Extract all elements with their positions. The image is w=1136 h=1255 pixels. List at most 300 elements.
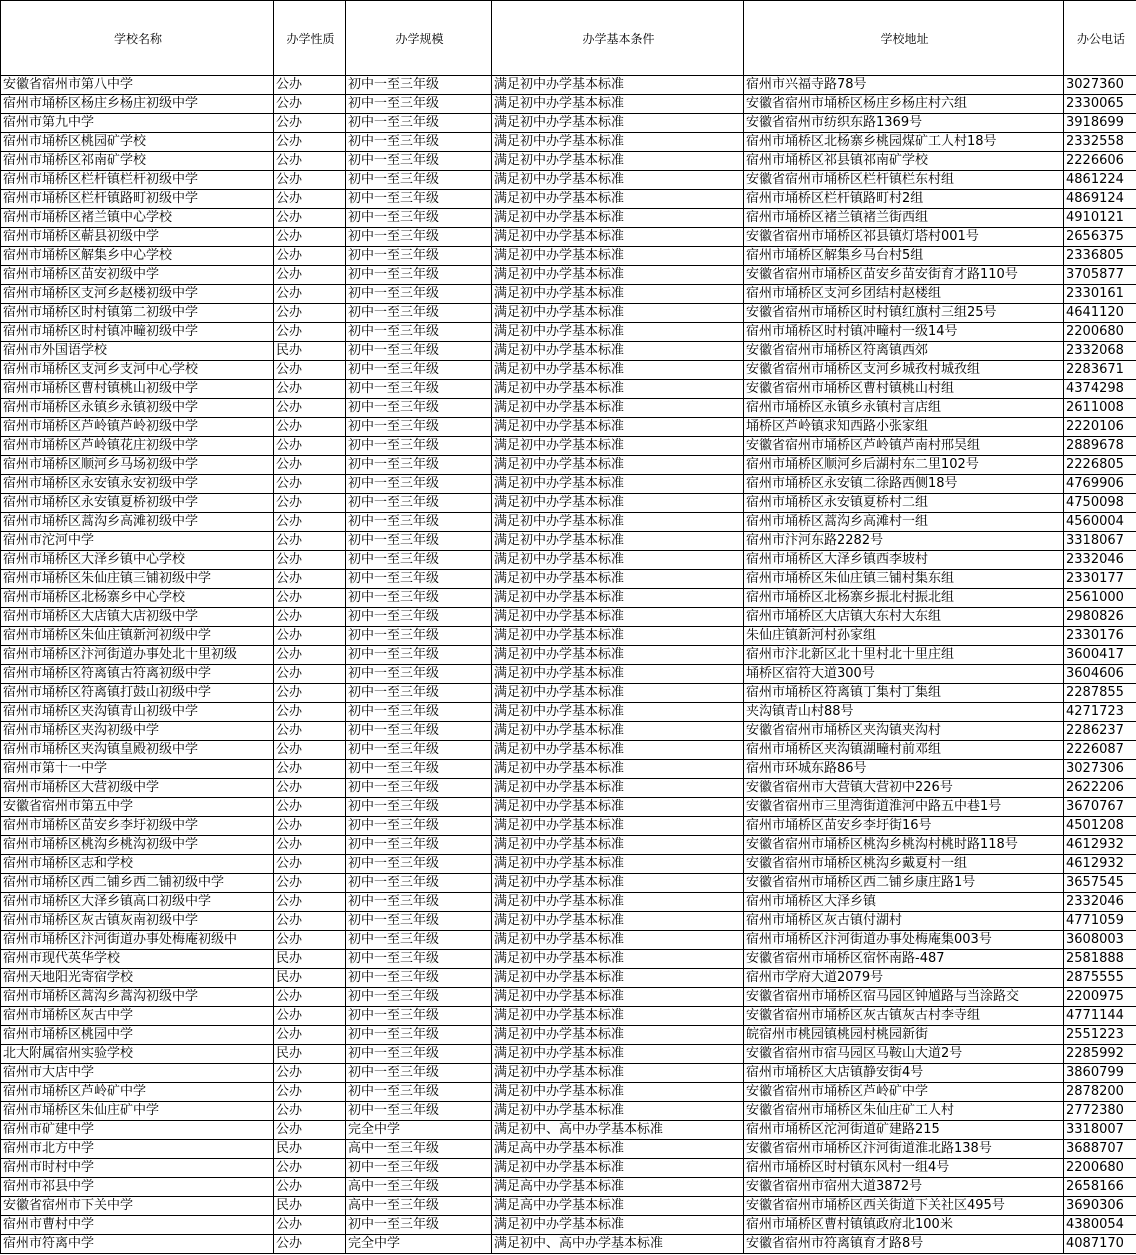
table-row (1, 532, 1136, 551)
school-type-cell: 公办 (274, 456, 346, 475)
address-cell: 安徽省宿州市埇桥区西二铺乡康庄路1号 (744, 874, 1064, 893)
basic-conditions-cell: 满足初中办学基本标准 (492, 988, 744, 1007)
table-row (1, 1121, 1136, 1140)
school-type-cell: 公办 (274, 798, 346, 817)
phone-cell: 2889678 (1064, 437, 1136, 456)
table-row (1, 76, 1136, 95)
school-scale-cell: 初中一至三年级 (346, 152, 492, 171)
basic-conditions-cell: 满足初中办学基本标准 (492, 551, 744, 570)
address-cell: 宿州市埇桥区顺河乡后湖村东二里102号 (744, 456, 1064, 475)
phone-cell: 2980826 (1064, 608, 1136, 627)
school-scale-cell: 初中一至三年级 (346, 627, 492, 646)
basic-conditions-cell: 满足初中办学基本标准 (492, 380, 744, 399)
phone-cell: 2200975 (1064, 988, 1136, 1007)
basic-conditions-cell: 满足初中办学基本标准 (492, 779, 744, 798)
school-type-cell: 公办 (274, 703, 346, 722)
school-name-cell: 宿州市外国语学校 (1, 342, 274, 361)
table-row (1, 646, 1136, 665)
school-scale-cell: 初中一至三年级 (346, 494, 492, 513)
school-scale-cell: 初中一至三年级 (346, 380, 492, 399)
basic-conditions-cell: 满足初中办学基本标准 (492, 247, 744, 266)
school-scale-cell: 初中一至三年级 (346, 1045, 492, 1064)
phone-cell: 2226606 (1064, 152, 1136, 171)
school-type-cell: 公办 (274, 931, 346, 950)
school-name-cell: 宿州市埇桥区汴河街道办事处梅庵初级中 (1, 931, 274, 950)
phone-cell: 4641120 (1064, 304, 1136, 323)
phone-cell: 2226087 (1064, 741, 1136, 760)
table-row (1, 798, 1136, 817)
school-name-cell: 宿州市埇桥区桃沟乡桃沟初级中学 (1, 836, 274, 855)
school-name-cell: 安徽省宿州市第五中学 (1, 798, 274, 817)
phone-cell: 2220106 (1064, 418, 1136, 437)
basic-conditions-cell: 满足初中办学基本标准 (492, 760, 744, 779)
phone-cell: 4612932 (1064, 836, 1136, 855)
address-cell: 宿州市汴北新区北十里村北十里庄组 (744, 646, 1064, 665)
phone-cell: 2286237 (1064, 722, 1136, 741)
address-cell: 安徽省宿州市埇桥区栏杆镇栏东村组 (744, 171, 1064, 190)
basic-conditions-cell: 满足初中办学基本标准 (492, 399, 744, 418)
basic-conditions-cell: 满足初中办学基本标准 (492, 133, 744, 152)
address-cell: 安徽省宿州市三里湾街道淮河中路五中巷1号 (744, 798, 1064, 817)
school-type-cell: 公办 (274, 741, 346, 760)
table-row (1, 570, 1136, 589)
phone-cell: 2200680 (1064, 323, 1136, 342)
school-type-cell: 公办 (274, 76, 346, 95)
basic-conditions-cell: 满足初中办学基本标准 (492, 627, 744, 646)
school-name-cell: 宿州市埇桥区永镇乡永镇初级中学 (1, 399, 274, 418)
phone-cell: 2283671 (1064, 361, 1136, 380)
basic-conditions-cell: 满足初中办学基本标准 (492, 494, 744, 513)
school-type-cell: 公办 (274, 323, 346, 342)
basic-conditions-cell: 满足初中办学基本标准 (492, 456, 744, 475)
school-scale-cell: 初中一至三年级 (346, 741, 492, 760)
basic-conditions-cell: 满足初中办学基本标准 (492, 684, 744, 703)
table-row (1, 247, 1136, 266)
phone-cell: 2581888 (1064, 950, 1136, 969)
basic-conditions-cell: 满足高中办学基本标准 (492, 1140, 744, 1159)
school-name-cell: 宿州市时村中学 (1, 1159, 274, 1178)
school-name-cell: 宿州市埇桥区苗安初级中学 (1, 266, 274, 285)
address-cell: 安徽省宿州市埇桥区灰古镇灰古村李寺组 (744, 1007, 1064, 1026)
school-scale-cell: 初中一至三年级 (346, 171, 492, 190)
school-scale-cell: 初中一至三年级 (346, 551, 492, 570)
phone-cell: 2551223 (1064, 1026, 1136, 1045)
header-school-name: 学校名称 (1, 1, 274, 76)
basic-conditions-cell: 满足初中办学基本标准 (492, 608, 744, 627)
phone-cell: 2561000 (1064, 589, 1136, 608)
school-scale-cell: 初中一至三年级 (346, 703, 492, 722)
phone-cell: 4560004 (1064, 513, 1136, 532)
school-type-cell: 公办 (274, 893, 346, 912)
school-scale-cell: 初中一至三年级 (346, 323, 492, 342)
basic-conditions-cell: 满足初中办学基本标准 (492, 190, 744, 209)
school-scale-cell: 初中一至三年级 (346, 266, 492, 285)
address-cell: 安徽省宿州市宿州大道3872号 (744, 1178, 1064, 1197)
school-type-cell: 公办 (274, 1007, 346, 1026)
phone-cell: 3688707 (1064, 1140, 1136, 1159)
basic-conditions-cell: 满足初中办学基本标准 (492, 931, 744, 950)
school-type-cell: 公办 (274, 1159, 346, 1178)
school-scale-cell: 初中一至三年级 (346, 95, 492, 114)
basic-conditions-cell: 满足初中办学基本标准 (492, 722, 744, 741)
phone-cell: 2772380 (1064, 1102, 1136, 1121)
school-name-cell: 宿州市埇桥区夹沟初级中学 (1, 722, 274, 741)
school-type-cell: 公办 (274, 399, 346, 418)
basic-conditions-cell: 满足初中办学基本标准 (492, 304, 744, 323)
phone-cell: 2622206 (1064, 779, 1136, 798)
table-row (1, 1140, 1136, 1159)
basic-conditions-cell: 满足初中办学基本标准 (492, 893, 744, 912)
phone-cell: 2226805 (1064, 456, 1136, 475)
table-row (1, 817, 1136, 836)
phone-cell: 3604606 (1064, 665, 1136, 684)
table-row (1, 133, 1136, 152)
school-type-cell: 公办 (274, 570, 346, 589)
phone-cell: 3027360 (1064, 76, 1136, 95)
school-type-cell: 公办 (274, 95, 346, 114)
school-scale-cell: 初中一至三年级 (346, 988, 492, 1007)
school-type-cell: 民办 (274, 1197, 346, 1216)
table-row (1, 893, 1136, 912)
school-scale-cell: 初中一至三年级 (346, 874, 492, 893)
school-scale-cell: 完全中学 (346, 1235, 492, 1254)
address-cell: 安徽省宿州市埇桥区西关街道下关社区495号 (744, 1197, 1064, 1216)
school-name-cell: 宿州市埇桥区栏杆镇栏杆初级中学 (1, 171, 274, 190)
header-basic-conditions: 办学基本条件 (492, 1, 744, 76)
school-type-cell: 公办 (274, 513, 346, 532)
basic-conditions-cell: 满足初中、高中办学基本标准 (492, 1121, 744, 1140)
school-name-cell: 宿州市埇桥区桃园中学 (1, 1026, 274, 1045)
table-row (1, 342, 1136, 361)
table-row (1, 931, 1136, 950)
basic-conditions-cell: 满足初中办学基本标准 (492, 418, 744, 437)
basic-conditions-cell: 满足初中办学基本标准 (492, 703, 744, 722)
basic-conditions-cell: 满足初中办学基本标准 (492, 570, 744, 589)
address-cell: 宿州市学府大道2079号 (744, 969, 1064, 988)
table-row (1, 1045, 1136, 1064)
school-name-cell: 宿州市埇桥区灰古镇灰南初级中学 (1, 912, 274, 931)
school-type-cell: 公办 (274, 171, 346, 190)
basic-conditions-cell: 满足初中办学基本标准 (492, 1064, 744, 1083)
phone-cell: 4769906 (1064, 475, 1136, 494)
school-type-cell: 公办 (274, 1064, 346, 1083)
school-name-cell: 宿州市埇桥区大店镇大店初级中学 (1, 608, 274, 627)
school-name-cell: 宿州市埇桥区杨庄乡杨庄初级中学 (1, 95, 274, 114)
table-row (1, 722, 1136, 741)
school-type-cell: 公办 (274, 760, 346, 779)
school-type-cell: 公办 (274, 1121, 346, 1140)
school-name-cell: 宿州市埇桥区时村镇冲疃初级中学 (1, 323, 274, 342)
school-name-cell: 宿州市埇桥区永安镇夏桥初级中学 (1, 494, 274, 513)
school-type-cell: 公办 (274, 494, 346, 513)
table-row (1, 323, 1136, 342)
phone-cell: 4501208 (1064, 817, 1136, 836)
school-type-cell: 公办 (274, 646, 346, 665)
address-cell: 安徽省宿州市埇桥区时村镇红旗村三组25号 (744, 304, 1064, 323)
phone-cell: 3860799 (1064, 1064, 1136, 1083)
basic-conditions-cell: 满足初中办学基本标准 (492, 798, 744, 817)
school-type-cell: 公办 (274, 817, 346, 836)
school-scale-cell: 初中一至三年级 (346, 855, 492, 874)
school-name-cell: 宿州市埇桥区芦岭矿中学 (1, 1083, 274, 1102)
school-type-cell: 公办 (274, 627, 346, 646)
school-scale-cell: 初中一至三年级 (346, 646, 492, 665)
table-row (1, 1197, 1136, 1216)
table-row (1, 437, 1136, 456)
table-row (1, 285, 1136, 304)
school-type-cell: 公办 (274, 988, 346, 1007)
school-name-cell: 宿州市现代英华学校 (1, 950, 274, 969)
school-name-cell: 宿州市埇桥区桃园矿学校 (1, 133, 274, 152)
address-cell: 埇桥区宿符大道300号 (744, 665, 1064, 684)
phone-cell: 3670767 (1064, 798, 1136, 817)
address-cell: 宿州市埇桥区曹村镇镇政府北100米 (744, 1216, 1064, 1235)
address-cell: 宿州市环城东路86号 (744, 760, 1064, 779)
header-row (1, 1, 1136, 76)
school-name-cell: 宿州市埇桥区苗安乡李圩初级中学 (1, 817, 274, 836)
school-type-cell: 公办 (274, 361, 346, 380)
basic-conditions-cell: 满足初中办学基本标准 (492, 1102, 744, 1121)
table-row (1, 266, 1136, 285)
address-cell: 宿州市埇桥区蒿沟乡高滩村一组 (744, 513, 1064, 532)
table-row (1, 171, 1136, 190)
basic-conditions-cell: 满足初中办学基本标准 (492, 836, 744, 855)
school-name-cell: 宿州市第九中学 (1, 114, 274, 133)
school-type-cell: 公办 (274, 1235, 346, 1254)
address-cell: 宿州市埇桥区北杨寨乡振北村振北组 (744, 589, 1064, 608)
school-scale-cell: 初中一至三年级 (346, 684, 492, 703)
table-row (1, 741, 1136, 760)
school-type-cell: 公办 (274, 855, 346, 874)
school-scale-cell: 完全中学 (346, 1121, 492, 1140)
school-scale-cell: 初中一至三年级 (346, 589, 492, 608)
school-type-cell: 公办 (274, 836, 346, 855)
address-cell: 安徽省宿州市埇桥区符离镇西郊 (744, 342, 1064, 361)
school-scale-cell: 初中一至三年级 (346, 893, 492, 912)
basic-conditions-cell: 满足初中办学基本标准 (492, 95, 744, 114)
basic-conditions-cell: 满足初中办学基本标准 (492, 817, 744, 836)
school-scale-cell: 初中一至三年级 (346, 1064, 492, 1083)
address-cell: 安徽省宿州市埇桥区朱仙庄矿工人村 (744, 1102, 1064, 1121)
address-cell: 安徽省宿州市埇桥区宿马园区钟馗路与当涂路交 (744, 988, 1064, 1007)
address-cell: 宿州市埇桥区北杨寨乡桃园煤矿工人村18号 (744, 133, 1064, 152)
school-name-cell: 宿州市埇桥区祁南矿学校 (1, 152, 274, 171)
school-scale-cell: 初中一至三年级 (346, 1159, 492, 1178)
basic-conditions-cell: 满足初中办学基本标准 (492, 285, 744, 304)
school-name-cell: 宿州天地阳光寄宿学校 (1, 969, 274, 988)
phone-cell: 3318007 (1064, 1121, 1136, 1140)
phone-cell: 4271723 (1064, 703, 1136, 722)
basic-conditions-cell: 满足初中办学基本标准 (492, 912, 744, 931)
school-scale-cell: 初中一至三年级 (346, 836, 492, 855)
school-name-cell: 宿州市埇桥区朱仙庄矿中学 (1, 1102, 274, 1121)
school-type-cell: 公办 (274, 247, 346, 266)
school-name-cell: 宿州市埇桥区夹沟镇皇殿初级中学 (1, 741, 274, 760)
address-cell: 宿州市埇桥区灰古镇付湖村 (744, 912, 1064, 931)
school-name-cell: 宿州市埇桥区志和学校 (1, 855, 274, 874)
address-cell: 宿州市埇桥区时村镇东风村一组4号 (744, 1159, 1064, 1178)
table-row (1, 855, 1136, 874)
school-scale-cell: 初中一至三年级 (346, 969, 492, 988)
school-scale-cell: 初中一至三年级 (346, 513, 492, 532)
school-type-cell: 民办 (274, 1045, 346, 1064)
phone-cell: 4380054 (1064, 1216, 1136, 1235)
school-name-cell: 宿州市第十一中学 (1, 760, 274, 779)
school-scale-cell: 初中一至三年级 (346, 760, 492, 779)
basic-conditions-cell: 满足初中办学基本标准 (492, 1007, 744, 1026)
address-cell: 安徽省宿州市纺织东路1369号 (744, 114, 1064, 133)
school-scale-cell: 初中一至三年级 (346, 931, 492, 950)
school-scale-cell: 初中一至三年级 (346, 779, 492, 798)
address-cell: 安徽省宿州市埇桥区宿怀南路-487 (744, 950, 1064, 969)
basic-conditions-cell: 满足初中办学基本标准 (492, 437, 744, 456)
phone-cell: 2287855 (1064, 684, 1136, 703)
school-name-cell: 宿州市大店中学 (1, 1064, 274, 1083)
school-name-cell: 宿州市埇桥区朱仙庄镇新河初级中学 (1, 627, 274, 646)
phone-cell: 3318067 (1064, 532, 1136, 551)
phone-cell: 2330177 (1064, 570, 1136, 589)
phone-cell: 2200680 (1064, 1159, 1136, 1178)
school-name-cell: 宿州市埇桥区永安镇永安初级中学 (1, 475, 274, 494)
school-name-cell: 宿州市沱河中学 (1, 532, 274, 551)
school-name-cell: 宿州市埇桥区曹村镇桃山初级中学 (1, 380, 274, 399)
school-type-cell: 公办 (274, 152, 346, 171)
table-row (1, 589, 1136, 608)
school-type-cell: 公办 (274, 437, 346, 456)
basic-conditions-cell: 满足初中办学基本标准 (492, 950, 744, 969)
address-cell: 安徽省宿州市埇桥区杨庄乡杨庄村六组 (744, 95, 1064, 114)
school-scale-cell: 初中一至三年级 (346, 817, 492, 836)
table-row (1, 513, 1136, 532)
table-row (1, 1064, 1136, 1083)
phone-cell: 4087170 (1064, 1235, 1136, 1254)
school-name-cell: 宿州市埇桥区芦岭镇芦岭初级中学 (1, 418, 274, 437)
address-cell: 宿州市埇桥区祁县镇祁南矿学校 (744, 152, 1064, 171)
basic-conditions-cell: 满足初中办学基本标准 (492, 342, 744, 361)
address-cell: 宿州市埇桥区解集乡马台村5组 (744, 247, 1064, 266)
school-scale-cell: 初中一至三年级 (346, 608, 492, 627)
phone-cell: 4869124 (1064, 190, 1136, 209)
table-row (1, 1102, 1136, 1121)
phone-cell: 3027306 (1064, 760, 1136, 779)
school-name-cell: 宿州市曹村中学 (1, 1216, 274, 1235)
basic-conditions-cell: 满足初中办学基本标准 (492, 874, 744, 893)
school-scale-cell: 初中一至三年级 (346, 418, 492, 437)
basic-conditions-cell: 满足初中办学基本标准 (492, 1216, 744, 1235)
table-row (1, 494, 1136, 513)
header-address: 学校地址 (744, 1, 1064, 76)
address-cell: 安徽省宿州市埇桥区汴河街道淮北路138号 (744, 1140, 1064, 1159)
school-name-cell: 宿州市埇桥区朱仙庄镇三铺初级中学 (1, 570, 274, 589)
address-cell: 朱仙庄镇新河村孙家组 (744, 627, 1064, 646)
address-cell: 安徽省宿州市埇桥区曹村镇桃山村组 (744, 380, 1064, 399)
basic-conditions-cell: 满足初中办学基本标准 (492, 209, 744, 228)
phone-cell: 2332558 (1064, 133, 1136, 152)
school-name-cell: 宿州市埇桥区大泽乡镇高口初级中学 (1, 893, 274, 912)
phone-cell: 4750098 (1064, 494, 1136, 513)
school-type-cell: 公办 (274, 133, 346, 152)
school-scale-cell: 初中一至三年级 (346, 1216, 492, 1235)
school-name-cell: 宿州市埇桥区灰古中学 (1, 1007, 274, 1026)
basic-conditions-cell: 满足初中办学基本标准 (492, 475, 744, 494)
table-row (1, 456, 1136, 475)
school-scale-cell: 初中一至三年级 (346, 475, 492, 494)
address-cell: 宿州市埇桥区大泽乡镇 (744, 893, 1064, 912)
table-row (1, 475, 1136, 494)
school-scale-cell: 初中一至三年级 (346, 209, 492, 228)
school-name-cell: 宿州市埇桥区汴河街道办事处北十里初级 (1, 646, 274, 665)
basic-conditions-cell: 满足初中办学基本标准 (492, 646, 744, 665)
school-scale-cell: 初中一至三年级 (346, 665, 492, 684)
school-scale-cell: 初中一至三年级 (346, 361, 492, 380)
table-row (1, 779, 1136, 798)
school-type-cell: 公办 (274, 874, 346, 893)
school-type-cell: 公办 (274, 589, 346, 608)
address-cell: 安徽省宿州市埇桥区夹沟镇夹沟村 (744, 722, 1064, 741)
phone-cell: 2330161 (1064, 285, 1136, 304)
school-name-cell: 宿州市矿建中学 (1, 1121, 274, 1140)
school-type-cell: 公办 (274, 285, 346, 304)
table-row (1, 209, 1136, 228)
phone-cell: 2658166 (1064, 1178, 1136, 1197)
phone-cell: 3600417 (1064, 646, 1136, 665)
school-type-cell: 公办 (274, 1083, 346, 1102)
school-name-cell: 安徽省宿州市第八中学 (1, 76, 274, 95)
table-row (1, 703, 1136, 722)
table-row (1, 988, 1136, 1007)
address-cell: 宿州市埇桥区支河乡团结村赵楼组 (744, 285, 1064, 304)
address-cell: 安徽省宿州市宿马园区马鞍山大道2号 (744, 1045, 1064, 1064)
school-scale-cell: 初中一至三年级 (346, 114, 492, 133)
basic-conditions-cell: 满足初中办学基本标准 (492, 532, 744, 551)
school-name-cell: 宿州市埇桥区支河乡赵楼初级中学 (1, 285, 274, 304)
address-cell: 宿州市汴河东路2282号 (744, 532, 1064, 551)
address-cell: 皖宿州市桃园镇桃园村桃园新街 (744, 1026, 1064, 1045)
phone-cell: 2285992 (1064, 1045, 1136, 1064)
header-phone: 办公电话 (1064, 1, 1136, 76)
school-name-cell: 宿州市埇桥区栏杆镇路町初级中学 (1, 190, 274, 209)
table-row (1, 1178, 1136, 1197)
phone-cell: 3690306 (1064, 1197, 1136, 1216)
school-type-cell: 公办 (274, 190, 346, 209)
school-scale-cell: 初中一至三年级 (346, 342, 492, 361)
school-scale-cell: 初中一至三年级 (346, 798, 492, 817)
address-cell: 安徽省宿州市埇桥区支河乡城孜村城孜组 (744, 361, 1064, 380)
school-name-cell: 宿州市埇桥区解集乡中心学校 (1, 247, 274, 266)
address-cell: 夹沟镇青山村88号 (744, 703, 1064, 722)
school-scale-cell: 初中一至三年级 (346, 285, 492, 304)
school-name-cell: 宿州市埇桥区蒿沟乡高滩初级中学 (1, 513, 274, 532)
address-cell: 宿州市埇桥区汴河街道办事处梅庵集003号 (744, 931, 1064, 950)
school-scale-cell: 初中一至三年级 (346, 912, 492, 931)
school-scale-cell: 初中一至三年级 (346, 1007, 492, 1026)
phone-cell: 2332046 (1064, 551, 1136, 570)
phone-cell: 2878200 (1064, 1083, 1136, 1102)
school-scale-cell: 初中一至三年级 (346, 456, 492, 475)
address-cell: 宿州市埇桥区永安镇二徐路西侧18号 (744, 475, 1064, 494)
table-row (1, 760, 1136, 779)
address-cell: 宿州市埇桥区大泽乡镇西李坡村 (744, 551, 1064, 570)
school-type-cell: 公办 (274, 665, 346, 684)
school-scale-cell: 初中一至三年级 (346, 190, 492, 209)
school-name-cell: 宿州市埇桥区大泽乡镇中心学校 (1, 551, 274, 570)
school-scale-cell: 高中一至三年级 (346, 1140, 492, 1159)
school-name-cell: 宿州市埇桥区支河乡支河中心学校 (1, 361, 274, 380)
phone-cell: 3705877 (1064, 266, 1136, 285)
school-scale-cell: 初中一至三年级 (346, 247, 492, 266)
basic-conditions-cell: 满足初中、高中办学基本标准 (492, 1235, 744, 1254)
address-cell: 宿州市埇桥区朱仙庄镇三铺村集东组 (744, 570, 1064, 589)
